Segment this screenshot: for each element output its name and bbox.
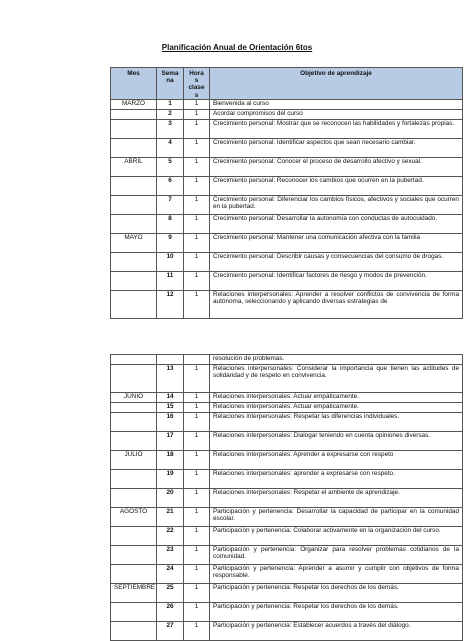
hours-cell: 1 <box>184 403 210 413</box>
week-cell: 27 <box>157 622 184 641</box>
table-row <box>111 157 463 176</box>
month-cell <box>111 565 157 584</box>
week-cell: 2 <box>157 109 184 119</box>
objective-cell: Relaciones interpersonales: Dialogar teniendo en cuenta opiniones diversas. <box>210 432 463 451</box>
hours-cell: 1 <box>184 214 210 233</box>
objective-cell: Bienvenida al curso <box>210 99 463 109</box>
table-row <box>111 489 463 508</box>
week-cell: 8 <box>157 214 184 233</box>
month-cell: AGOSTO <box>111 508 157 527</box>
hours-cell: 1 <box>184 565 210 584</box>
table-row <box>111 355 463 365</box>
hours-cell: 1 <box>184 451 210 470</box>
week-cell: 13 <box>157 365 184 393</box>
objective-cell: Crecimiento personal: Mostrar que se reconocen las habilidades y fortalezas propias. <box>210 119 463 138</box>
week-cell: 15 <box>157 403 184 413</box>
month-cell <box>111 432 157 451</box>
month-cell: MARZO <box>111 99 157 109</box>
hours-cell: 1 <box>184 365 210 393</box>
week-cell <box>157 355 184 365</box>
header-horas: Hora s clase s <box>184 68 210 100</box>
hours-cell: 1 <box>184 109 210 119</box>
month-cell <box>111 622 157 641</box>
month-cell: JUNIO <box>111 393 157 403</box>
table-row <box>111 109 463 119</box>
month-cell <box>111 271 157 290</box>
month-cell <box>111 195 157 214</box>
planning-table-part-2 <box>110 354 463 641</box>
month-cell <box>111 413 157 432</box>
objective-cell: Participación y pertenencia: Organizar para resolver problemas cotidianos de la comunidad. <box>210 546 463 565</box>
table-row <box>111 413 463 432</box>
table-row <box>111 470 463 489</box>
month-cell <box>111 470 157 489</box>
month-cell <box>111 252 157 271</box>
table-row <box>111 233 463 252</box>
month-cell <box>111 527 157 546</box>
month-cell <box>111 176 157 195</box>
objective-cell: Crecimiento personal: Desarrollar la autonomía con conductas de autocuidado. <box>210 214 463 233</box>
table-row <box>111 432 463 451</box>
objective-cell: resolución de problemas. <box>210 355 463 365</box>
week-cell: 5 <box>157 157 184 176</box>
table-row <box>111 546 463 565</box>
hours-cell: 1 <box>184 195 210 214</box>
hours-cell: 1 <box>184 252 210 271</box>
table-row <box>111 451 463 470</box>
table-row <box>111 195 463 214</box>
hours-cell: 1 <box>184 393 210 403</box>
week-cell: 22 <box>157 527 184 546</box>
table-row <box>111 508 463 527</box>
objective-cell: Relaciones interpersonales: aprender a expresarse con respeto. <box>210 470 463 489</box>
week-cell: 18 <box>157 451 184 470</box>
hours-cell: 1 <box>184 157 210 176</box>
planning-table-part-1 <box>110 67 463 319</box>
hours-cell: 1 <box>184 233 210 252</box>
objective-cell: Relaciones interpersonales: Actuar empáticamente. <box>210 403 463 413</box>
month-cell <box>111 365 157 393</box>
month-cell: ABRIL <box>111 157 157 176</box>
hours-cell: 1 <box>184 290 210 318</box>
hours-cell: 1 <box>184 119 210 138</box>
month-cell <box>111 403 157 413</box>
week-cell: 4 <box>157 138 184 157</box>
hours-cell: 1 <box>184 508 210 527</box>
objective-cell: Crecimiento personal: Conocer el proceso de desarrollo afectivo y sexual. <box>210 157 463 176</box>
table-row <box>111 603 463 622</box>
hours-cell: 1 <box>184 470 210 489</box>
hours-cell: 1 <box>184 546 210 565</box>
month-cell <box>111 214 157 233</box>
month-cell <box>111 489 157 508</box>
hours-cell: 1 <box>184 622 210 641</box>
header-mes: Mes <box>111 68 157 100</box>
week-cell: 11 <box>157 271 184 290</box>
objective-cell: Crecimiento personal: Mantener una comunicación afectiva con la familia <box>210 233 463 252</box>
objective-cell: Crecimiento personal: Diferenciar los cambios físicos, afectivos y sociales que ocurren en la pubertad. <box>210 195 463 214</box>
table-row <box>111 622 463 641</box>
month-cell <box>111 546 157 565</box>
objective-cell: Participación y pertenencia: Colaborar activamente en la organización del curso. <box>210 527 463 546</box>
objective-cell: Relaciones interpersonales: Aprender a expresarse con respeto <box>210 451 463 470</box>
hours-cell: 1 <box>184 271 210 290</box>
objective-cell: Relaciones interpersonales: Considerar la importancia que tienen las actitudes de solidaridad y de respeto en convivencia. <box>210 365 463 393</box>
header-objetivo: Objetivo de aprendizaje <box>210 68 463 100</box>
table-row <box>111 138 463 157</box>
month-cell <box>111 138 157 157</box>
week-cell: 14 <box>157 393 184 403</box>
month-cell: MAYO <box>111 233 157 252</box>
table-row <box>111 119 463 138</box>
table-row <box>111 214 463 233</box>
objective-cell: Relaciones interpersonales: Respetar las diferencias individuales. <box>210 413 463 432</box>
hours-cell: 1 <box>184 584 210 603</box>
month-cell <box>111 603 157 622</box>
week-cell: 17 <box>157 432 184 451</box>
week-cell: 7 <box>157 195 184 214</box>
objective-cell: Relaciones interpersonales: Actuar empáticamente. <box>210 393 463 403</box>
hours-cell: 1 <box>184 99 210 109</box>
hours-cell: 1 <box>184 489 210 508</box>
month-cell: JULIO <box>111 451 157 470</box>
table-row <box>111 403 463 413</box>
month-cell: SEPTIEMBRE <box>111 584 157 603</box>
week-cell: 19 <box>157 470 184 489</box>
table-row <box>111 365 463 393</box>
month-cell <box>111 355 157 365</box>
hours-cell: 1 <box>184 413 210 432</box>
objective-cell: Relaciones interpersonales: Aprender a resolver conflictos de convivencia de forma autónoma, seleccionando y aplicando diversas estrategias de <box>210 290 463 318</box>
table-row <box>111 290 463 318</box>
table-row <box>111 252 463 271</box>
objective-cell: Crecimiento personal: Reconocer los cambios que ocurren en la pubertad. <box>210 176 463 195</box>
week-cell: 3 <box>157 119 184 138</box>
objective-cell: Crecimiento personal: Describir causas y consecuencias del consumo de drogas. <box>210 252 463 271</box>
week-cell: 12 <box>157 290 184 318</box>
objective-cell: Crecimiento personal: Identificar aspectos que sean necesario cambiar. <box>210 138 463 157</box>
table-row <box>111 527 463 546</box>
table-row <box>111 393 463 403</box>
table-row <box>111 584 463 603</box>
hours-cell: 1 <box>184 603 210 622</box>
month-cell <box>111 119 157 138</box>
objective-cell: Crecimiento personal: Identificar factores de riesgo y modos de prevención. <box>210 271 463 290</box>
week-cell: 9 <box>157 233 184 252</box>
hours-cell: 1 <box>184 138 210 157</box>
table-row <box>111 565 463 584</box>
hours-cell <box>184 355 210 365</box>
objective-cell: Relaciones interpersonales: Respetar el ambiente de aprendizaje. <box>210 489 463 508</box>
week-cell: 1 <box>157 99 184 109</box>
week-cell: 6 <box>157 176 184 195</box>
objective-cell: Participación y pertenencia: Establecer acuerdos a través del diálogo. <box>210 622 463 641</box>
hours-cell: 1 <box>184 432 210 451</box>
week-cell: 23 <box>157 546 184 565</box>
table-row <box>111 176 463 195</box>
objective-cell: Participación y pertenencia: Respetar los derechos de los demás. <box>210 603 463 622</box>
week-cell: 16 <box>157 413 184 432</box>
month-cell <box>111 290 157 318</box>
objective-cell: Participación y pertenencia: Desarrollar la capacidad de participar en la comunidad escolar. <box>210 508 463 527</box>
month-cell <box>111 109 157 119</box>
hours-cell: 1 <box>184 176 210 195</box>
week-cell: 20 <box>157 489 184 508</box>
table-row <box>111 271 463 290</box>
objective-cell: Participación y pertenencia: Aprender a asumir y cumplir con objetivos de forma responsable. <box>210 565 463 584</box>
week-cell: 10 <box>157 252 184 271</box>
objective-cell: Acordar compromisos del curso <box>210 109 463 119</box>
week-cell: 21 <box>157 508 184 527</box>
table-row <box>111 99 463 109</box>
header-semana: Sema na <box>157 68 184 100</box>
week-cell: 25 <box>157 584 184 603</box>
week-cell: 26 <box>157 603 184 622</box>
page-title: Planificación Anual de Orientación 6tos <box>161 43 313 52</box>
hours-cell: 1 <box>184 527 210 546</box>
objective-cell: Participación y pertenencia: Respetar los derechos de los demás. <box>210 584 463 603</box>
week-cell: 24 <box>157 565 184 584</box>
